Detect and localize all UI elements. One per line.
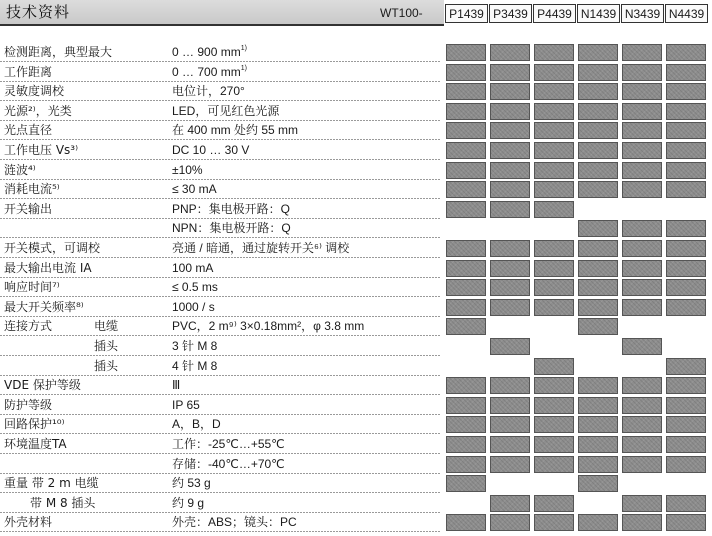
availability-cell [490,279,530,296]
spec-label: VDE 保护等级 [4,378,81,393]
spec-label: 工作电压 Vs³⁾ [4,143,79,157]
spec-value: DC 10 … 30 V [172,143,250,157]
spec-label: 工作距离 [4,64,53,79]
spec-value: 亮通 / 暗通，通过旋转开关⁶⁾ 调校 [172,241,350,255]
availability-cell [622,220,662,237]
spec-value: 3 针 M 8 [172,339,218,353]
availability-cell [534,377,574,394]
availability-cell [622,416,662,433]
spec-value: ≤ 30 mA [172,182,217,197]
spec-label: 开关模式，可调校 [4,241,101,255]
model-header-n3439: N3439 [621,4,664,23]
availability-cell [446,240,486,257]
availability-cell [578,299,618,316]
availability-cell [534,64,574,81]
availability-cell [446,201,486,218]
availability-cell [534,162,574,179]
availability-cell [490,299,530,316]
availability-cell [622,495,662,512]
availability-cell [490,240,530,257]
availability-cell [578,260,618,277]
spec-row [0,336,712,356]
availability-cell [490,416,530,433]
availability-cell [534,436,574,453]
availability-cell [534,514,574,531]
availability-cell [534,122,574,139]
availability-cell [666,377,706,394]
availability-cell [578,514,618,531]
availability-cell [446,397,486,414]
footnote-marker: 1) [240,64,247,72]
spec-value: LED，可见红色光源 [172,103,280,118]
availability-cell [666,181,706,198]
availability-cell [490,142,530,159]
availability-cell [578,181,618,198]
spec-row [0,101,712,121]
availability-cell [446,122,486,139]
availability-cell [666,279,706,296]
model-header-n1439: N1439 [577,4,620,23]
availability-cell [490,162,530,179]
availability-cell [622,514,662,531]
availability-cell [534,299,574,316]
availability-cell [534,416,574,433]
availability-cell [622,83,662,100]
spec-row [0,395,712,415]
spec-value: 在 400 mm 处约 55 mm [172,123,299,138]
availability-cell [578,142,618,159]
availability-cell [578,240,618,257]
availability-cell [578,220,618,237]
page-title: 技术资料 [6,3,71,21]
spec-row [0,316,712,336]
availability-cell [490,495,530,512]
spec-row [0,297,712,317]
spec-value: PVC，2 m⁹⁾ 3×0.18mm²，φ 3.8 mm [172,319,365,334]
availability-cell [446,103,486,120]
availability-cell [622,44,662,61]
footnote-marker: 1) [240,45,247,52]
availability-cell [622,162,662,179]
spec-row [0,238,712,258]
spec-row [0,473,712,493]
spec-label: 重量 带 2 m 电缆 [4,476,99,491]
header-bar [0,0,444,26]
availability-cell [666,220,706,237]
availability-cell [490,64,530,81]
availability-cell [490,436,530,453]
availability-cell [446,162,486,179]
availability-cell [446,318,486,335]
model-header-p3439: P3439 [489,4,532,23]
spec-label: 开关输出 [4,201,53,216]
availability-cell [534,103,574,120]
spec-label: 响应时间⁷⁾ [4,280,60,295]
spec-row [0,42,712,62]
availability-cell [622,456,662,473]
availability-cell [446,416,486,433]
availability-cell [666,397,706,414]
spec-value: ≤ 0.5 ms [172,280,218,295]
spec-value: PNP：集电极开路：Q [172,201,291,216]
spec-value: 约 9 g [172,495,205,510]
availability-cell [534,495,574,512]
row-separator [0,531,440,532]
availability-cell [666,436,706,453]
availability-cell [534,44,574,61]
availability-cell [622,279,662,296]
availability-cell [666,358,706,375]
spec-row [0,258,712,278]
spec-value: 约 53 g [172,476,211,491]
availability-cell [578,475,618,492]
availability-cell [446,44,486,61]
spec-row [0,140,712,160]
spec-label: 涟波⁴⁾ [4,162,36,177]
availability-cell [578,318,618,335]
spec-row [0,81,712,101]
availability-cell [534,358,574,375]
availability-cell [490,260,530,277]
spec-value: 0 … 700 $mm^{1)}$ [172,64,247,79]
availability-cell [534,397,574,414]
spec-row [0,375,712,395]
availability-cell [622,64,662,81]
availability-cell [490,181,530,198]
spec-row [0,218,712,238]
availability-cell [490,103,530,120]
availability-cell [578,122,618,139]
spec-label: 灵敏度调校 [4,84,65,99]
spec-value: A，B，D [172,417,221,432]
availability-cell [446,514,486,531]
availability-cell [666,416,706,433]
availability-cell [622,436,662,453]
availability-cell [578,377,618,394]
spec-value: 存储：-40℃…+70℃ [172,456,285,471]
spec-row [0,277,712,297]
availability-cell [534,201,574,218]
spec-label: 光源²⁾，光类 [4,103,72,118]
spec-value: 0 … 900 $mm^{1)}$ [172,45,247,59]
spec-row [0,414,712,434]
availability-cell [666,514,706,531]
availability-cell [534,181,574,198]
availability-cell [666,495,706,512]
availability-cell [446,475,486,492]
spec-value: Ⅲ [172,378,181,393]
availability-cell [622,397,662,414]
spec-value: IP 65 [172,397,200,412]
availability-cell [666,456,706,473]
availability-cell [446,181,486,198]
spec-row [0,160,712,180]
availability-cell [446,83,486,100]
availability-cell [446,436,486,453]
availability-cell [578,162,618,179]
spec-row [0,179,712,199]
availability-cell [666,299,706,316]
spec-value: 工作：-25℃…+55℃ [172,437,285,451]
spec-label: 带 M 8 插头 [30,495,96,510]
spec-row [0,512,712,532]
availability-cell [666,122,706,139]
spec-row [0,199,712,219]
spec-row [0,62,712,82]
availability-cell [446,299,486,316]
spec-label: 连接方式 [4,319,53,334]
spec-row [0,120,712,140]
availability-cell [578,83,618,100]
spec-value: NPN：集电极开路：Q [172,221,291,236]
availability-cell [490,44,530,61]
spec-label: 检测距离，典型最大 [4,45,113,59]
availability-cell [578,397,618,414]
spec-value: 电位计，270° [172,84,245,99]
spec-value: 100 mA [172,260,214,275]
availability-cell [622,142,662,159]
availability-cell [490,397,530,414]
availability-cell [446,456,486,473]
availability-cell [622,338,662,355]
availability-cell [490,201,530,218]
spec-sublabel: 插头 [94,339,119,353]
availability-cell [578,279,618,296]
availability-cell [666,83,706,100]
availability-cell [666,142,706,159]
availability-cell [490,338,530,355]
availability-cell [666,162,706,179]
spec-label: 光点直径 [4,123,53,138]
spec-label: 环境温度TA [4,437,67,451]
spec-sublabel: 插头 [94,358,119,373]
availability-cell [578,44,618,61]
spec-value: 1000 / s [172,299,215,314]
availability-cell [666,260,706,277]
availability-cell [622,240,662,257]
availability-cell [622,122,662,139]
availability-cell [446,142,486,159]
availability-cell [578,436,618,453]
spec-header [0,0,712,26]
availability-cell [578,416,618,433]
availability-cell [490,456,530,473]
availability-cell [446,377,486,394]
availability-cell [534,279,574,296]
spec-label: 消耗电流⁵⁾ [4,182,60,197]
availability-cell [534,83,574,100]
availability-cell [622,181,662,198]
availability-cell [534,142,574,159]
spec-label: 最大开关频率⁸⁾ [4,299,84,314]
spec-row [0,493,712,513]
availability-cell [622,377,662,394]
spec-label: 最大输出电流 IA [4,260,92,275]
availability-cell [446,279,486,296]
availability-cell [666,240,706,257]
spec-label: 防护等级 [4,397,53,412]
availability-cell [490,514,530,531]
availability-cell [446,260,486,277]
availability-cell [490,122,530,139]
spec-label: 外壳材料 [4,515,53,530]
spec-row [0,454,712,474]
availability-cell [534,260,574,277]
series-prefix: WT100- [380,6,423,20]
availability-cell [578,64,618,81]
spec-row [0,434,712,454]
spec-value: 4 针 M 8 [172,358,218,373]
availability-cell [490,83,530,100]
spec-row [0,356,712,376]
availability-cell [622,260,662,277]
model-header-n4439: N4439 [665,4,708,23]
availability-cell [622,103,662,120]
model-header-p1439: P1439 [445,4,488,23]
availability-cell [578,103,618,120]
availability-cell [666,44,706,61]
availability-cell [622,299,662,316]
availability-cell [534,240,574,257]
spec-label: 回路保护¹⁰⁾ [4,417,65,432]
availability-cell [666,103,706,120]
availability-cell [446,64,486,81]
spec-value: ±10% [172,162,203,177]
availability-cell [534,456,574,473]
spec-value: 外壳：ABS；镜头：PC [172,515,297,530]
availability-cell [490,377,530,394]
model-header-p4439: P4439 [533,4,576,23]
spec-sublabel: 电缆 [94,319,119,334]
availability-cell [578,456,618,473]
availability-cell [666,64,706,81]
